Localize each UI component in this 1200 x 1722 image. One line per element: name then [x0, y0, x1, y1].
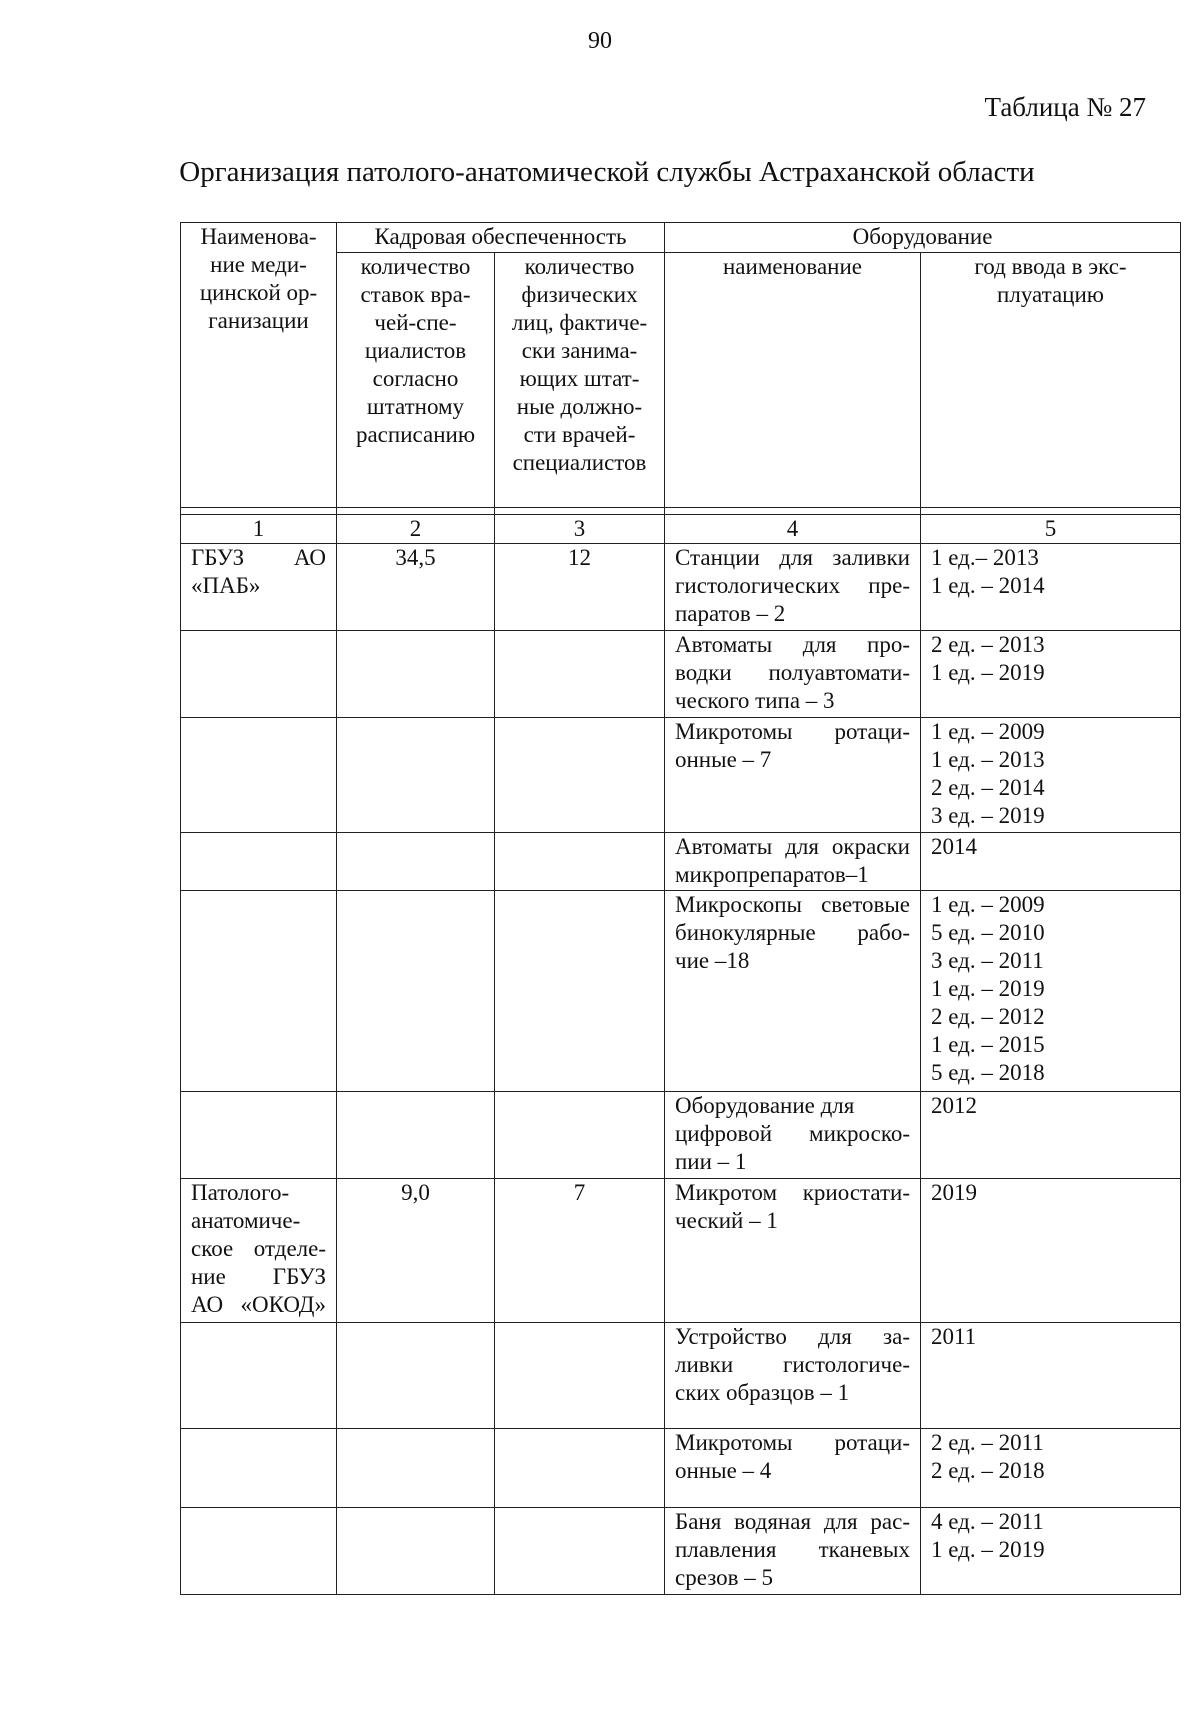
org-cell	[181, 1508, 337, 1595]
equipment-cell: Микроскопы световые бинокулярные рабо- чие –18	[665, 891, 921, 1092]
table-row	[181, 1322, 1181, 1428]
persons-cell	[495, 1092, 665, 1179]
header-persons: количество физических лиц, фактиче- ски занима- ющих штат- ные должно- сти врачей- специалистов	[495, 252, 665, 507]
rates-cell	[337, 1092, 495, 1179]
year-cell: 1 ед. – 2009 1 ед. – 2013 2 ед. – 2014 3 ед. – 2019	[921, 717, 1181, 832]
org-cell	[181, 891, 337, 1092]
table-body	[181, 544, 1181, 1595]
year-cell: 2012	[921, 1092, 1181, 1179]
equipment-cell: Баня водяная для рас- плавления тканевых срезов – 5	[665, 1508, 921, 1595]
equipment-cell: Оборудование для цифровой микроско- пии – 1	[665, 1092, 921, 1179]
table-row	[181, 717, 1181, 832]
rates-cell	[337, 1428, 495, 1508]
rates-cell	[337, 631, 495, 718]
year-cell: 2 ед. – 2011 2 ед. – 2018	[921, 1428, 1181, 1508]
rates-cell: 34,5	[337, 544, 495, 631]
rates-cell: 9,0	[337, 1178, 495, 1322]
rates-cell	[337, 891, 495, 1092]
equipment-cell: Микротомы ротаци- онные – 4	[665, 1428, 921, 1508]
table-row	[181, 1428, 1181, 1508]
equipment-cell: Микротомы ротаци- онные – 7	[665, 717, 921, 832]
column-number: 4	[665, 514, 921, 544]
header-rates: количество ставок вра- чей-спе- циалистов согласно штатному расписанию	[337, 252, 495, 507]
year-cell: 4 ед. – 2011 1 ед. – 2019	[921, 1508, 1181, 1595]
table-row	[181, 891, 1181, 1092]
year-cell: 2 ед. – 2013 1 ед. – 2019	[921, 631, 1181, 718]
persons-cell	[495, 832, 665, 890]
column-number: 1	[181, 514, 337, 544]
persons-cell	[495, 1322, 665, 1428]
header-commission-year: год ввода в экс- плуатацию	[921, 252, 1181, 507]
persons-cell: 12	[495, 544, 665, 631]
equipment-cell: Станции для заливки гистологических пре- паратов – 2	[665, 544, 921, 631]
table-row	[181, 1508, 1181, 1595]
table-row	[181, 544, 1181, 631]
persons-cell	[495, 631, 665, 718]
equipment-cell: Микротом криостати- ческий – 1	[665, 1178, 921, 1322]
persons-cell	[495, 717, 665, 832]
table-row	[181, 832, 1181, 890]
org-cell	[181, 717, 337, 832]
rates-cell	[337, 832, 495, 890]
header-row-1	[181, 223, 1181, 253]
org-cell	[181, 1092, 337, 1179]
rates-cell	[337, 717, 495, 832]
year-cell: 1 ед.– 2013 1 ед. – 2014	[921, 544, 1181, 631]
header-equipment: Оборудование	[665, 223, 1181, 253]
org-cell: Патолого- анатомиче- ское отделе- ние ГБУЗ АО «ОКОД»	[181, 1178, 337, 1322]
page-number: 90	[588, 28, 612, 54]
rates-cell	[337, 1322, 495, 1428]
document-title: Организация патолого-анатомической службы Астраханской области	[179, 156, 1035, 188]
equipment-cell: Автоматы для окраски микропрепаратов–1	[665, 832, 921, 890]
org-cell	[181, 1322, 337, 1428]
data-table	[180, 222, 1181, 1595]
header-org-name: Наименова- ние меди- цинской ор- ганизации	[181, 223, 337, 508]
column-number: 2	[337, 514, 495, 544]
year-cell: 2011	[921, 1322, 1181, 1428]
header-staffing: Кадровая обеспеченность	[337, 223, 665, 253]
persons-cell	[495, 1428, 665, 1508]
persons-cell	[495, 891, 665, 1092]
persons-cell: 7	[495, 1178, 665, 1322]
table-row	[181, 1092, 1181, 1179]
header-equipment-name: наименование	[665, 252, 921, 507]
column-number: 3	[495, 514, 665, 544]
org-cell: ГБУЗ АО «ПАБ»	[181, 544, 337, 631]
table-label: Таблица № 27	[984, 92, 1146, 122]
year-cell: 1 ед. – 2009 5 ед. – 2010 3 ед. – 2011 1 ед. – 2019 2 ед. – 2012 1 ед. – 2015 5 ед. – 2018	[921, 891, 1181, 1092]
header-gap	[181, 507, 1181, 514]
rates-cell	[337, 1508, 495, 1595]
persons-cell	[495, 1508, 665, 1595]
org-cell	[181, 832, 337, 890]
table-row	[181, 1178, 1181, 1322]
equipment-cell: Устройство для за- ливки гистологиче- ских образцов – 1	[665, 1322, 921, 1428]
column-number: 5	[921, 514, 1181, 544]
org-cell	[181, 631, 337, 718]
table-row	[181, 631, 1181, 718]
equipment-cell: Автоматы для про- водки полуавтомати- ческого типа – 3	[665, 631, 921, 718]
year-cell: 2014	[921, 832, 1181, 890]
year-cell: 2019	[921, 1178, 1181, 1322]
org-cell	[181, 1428, 337, 1508]
column-numbers-row	[181, 514, 1181, 544]
